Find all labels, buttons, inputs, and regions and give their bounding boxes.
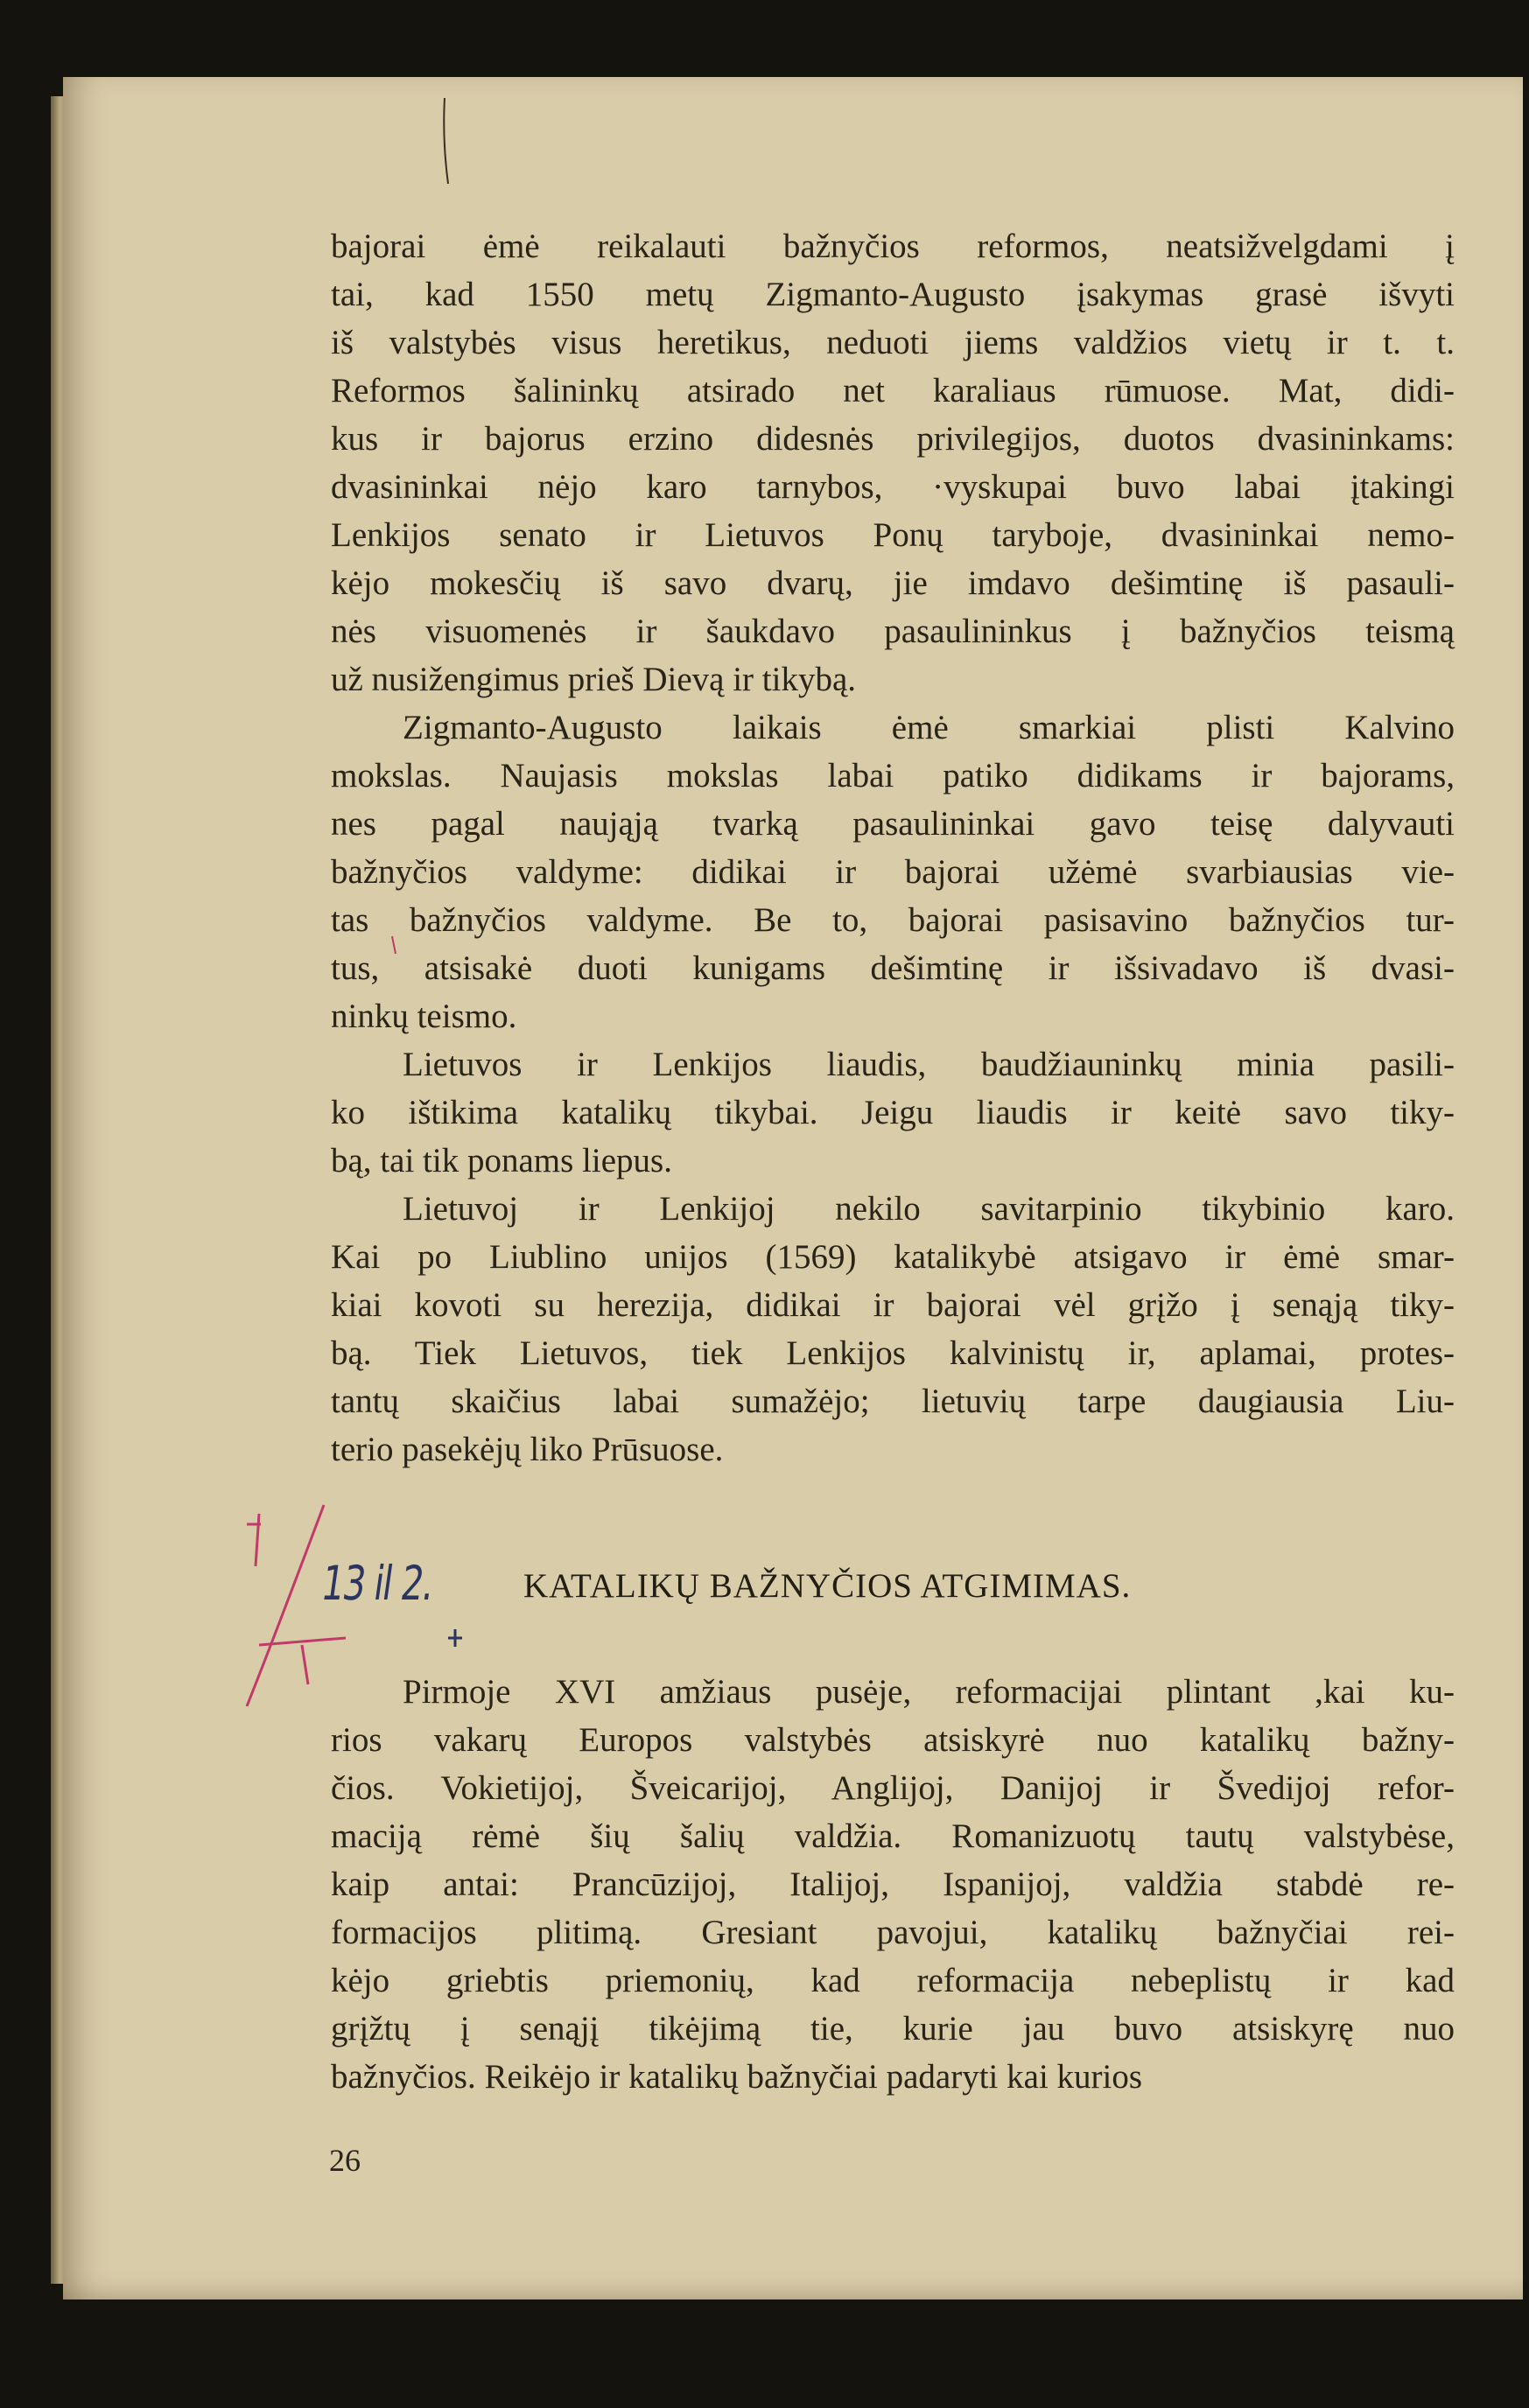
text-line: tas bažnyčios valdyme. Be to, bajorai pasisavino bažnyčios tur-	[331, 901, 1455, 939]
section-heading: KATALIKŲ BAŽNYČIOS ATGIMIMAS.	[523, 1567, 1132, 1605]
text-line: terio pasekėjų liko Prūsuose.	[331, 1431, 724, 1468]
text-line: bą, tai tik ponams liepus.	[331, 1142, 672, 1180]
text-line: Lenkijos senato ir Lietuvos Ponų taryboje, dvasininkai nemo-	[331, 516, 1455, 554]
text-line: tai, kad 1550 metų Zigmanto-Augusto įsakymas grasė išvyti	[331, 276, 1455, 313]
text-line: kėjo griebtis priemonių, kad reformacija nebeplistų ir kad	[331, 1962, 1455, 1999]
text-line: bą. Tiek Lietuvos, tiek Lenkijos kalvinistų ir, aplamai, protes-	[331, 1334, 1455, 1372]
text-line: kiai kovoti su herezija, didikai ir bajorai vėl grįžo į senąją tiky-	[331, 1286, 1455, 1324]
text-line: ko ištikima katalikų tikybai. Jeigu liaudis ir keitė savo tiky-	[331, 1094, 1455, 1131]
text-line: formacijos plitimą. Gresiant pavojui, katalikų bažnyčiai rei-	[331, 1914, 1455, 1951]
red-pencil-tick	[392, 936, 396, 954]
text-line: Lietuvos ir Lenkijos liaudis, baudžiauninkų minia pasili-	[403, 1046, 1455, 1083]
text-line: nės visuomenės ir šaukdavo pasaulininkus į bažnyčios teismą	[331, 612, 1455, 650]
text-line: bajorai ėmė reikalauti bažnyčios reformos, neatsižvelgdami į	[331, 228, 1455, 265]
text-line: Pirmoje XVI amžiaus pusėje, reformacijai plintant ,kai ku-	[403, 1673, 1455, 1711]
text-line: bažnyčios. Reikėjo ir katalikų bažnyčiai padaryti kai kurios	[331, 2058, 1143, 2096]
text-line: dvasininkai nėjo karo tarnybos, ·vyskupai buvo labai įtakingi	[331, 468, 1455, 506]
page-number: 26	[329, 2143, 361, 2178]
text-line: kaip antai: Prancūzijoj, Italijoj, Ispanijoj, valdžia stabdė re-	[331, 1866, 1455, 1903]
text-line: rios vakarų Europos valstybės atsiskyrė nuo katalikų bažny-	[331, 1721, 1455, 1759]
text-line: maciją rėmė šių šalių valdžia. Romanizuotų tautų valstybėse,	[331, 1817, 1455, 1855]
text-line: Reformos šalininkų atsirado net karaliaus rūmuose. Mat, didi-	[331, 372, 1455, 410]
text-line: Kai po Liublino unijos (1569) katalikybė atsigavo ir ėmė smar-	[331, 1238, 1455, 1276]
text-line: nes pagal naująją tvarką pasaulininkai gavo teisę dalyvauti	[331, 805, 1455, 843]
text-line: grįžtų į senąjį tikėjimą tie, kurie jau buvo atsiskyrę nuo	[331, 2010, 1455, 2048]
text-line: ninkų teismo.	[331, 998, 517, 1035]
text-line: bažnyčios valdyme: didikai ir bajorai užėmė svarbiausias vie-	[331, 853, 1455, 891]
handwritten-note: 13 il 2.	[318, 1556, 437, 1611]
text-line: kėjo mokesčių iš savo dvarų, jie imdavo dešimtinę iš pasauli-	[331, 564, 1455, 602]
text-line: Lietuvoj ir Lenkijoj nekilo savitarpinio tikybinio karo.	[403, 1190, 1455, 1228]
text-line: Zigmanto-Augusto laikais ėmė smarkiai plisti Kalvino	[403, 709, 1455, 746]
text-line: tus, atsisakė duoti kunigams dešimtinę ir išsivadavo iš dvasi-	[331, 949, 1455, 987]
body-text-section-2	[331, 1668, 1455, 2101]
plus-mark	[448, 1629, 462, 1647]
paragraph	[331, 1668, 1455, 2101]
text-line: iš valstybės visus heretikus, neduoti jiems valdžios vietų ir t. t.	[331, 324, 1455, 361]
red-pencil-mark	[247, 1514, 261, 1566]
text-line: čios. Vokietijoj, Šveicarijoj, Anglijoj, Danijoj ir Švedijoj refor-	[331, 1769, 1455, 1807]
text-line: kus ir bajorus erzino didesnės privilegijos, duotos dvasininkams:	[331, 420, 1455, 458]
text-line: mokslas. Naujasis mokslas labai patiko didikams ir bajorams,	[331, 757, 1455, 794]
text-line: tantų skaičius labai sumažėjo; lietuvių tarpe daugiausia Liu-	[331, 1382, 1455, 1420]
text-line: už nusižengimus prieš Dievą ir tikybą.	[331, 661, 857, 698]
margin-mark	[444, 98, 448, 184]
